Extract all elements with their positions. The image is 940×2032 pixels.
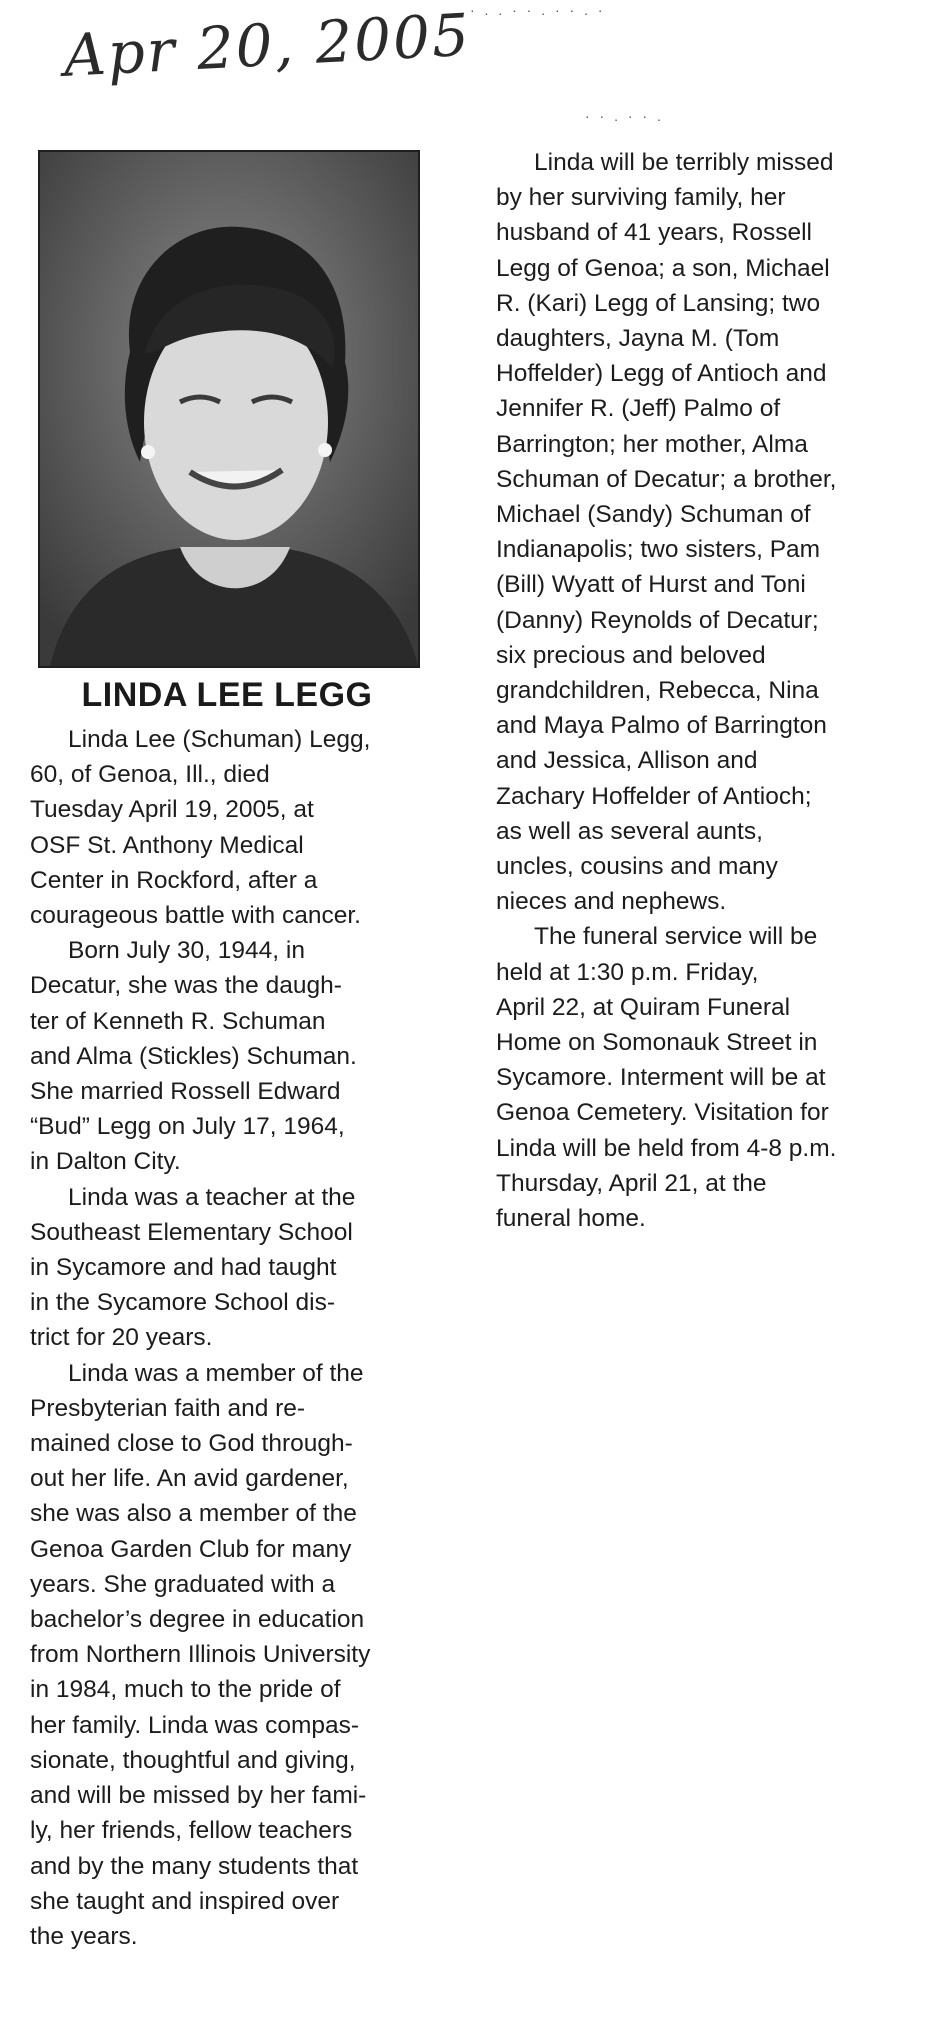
portrait-photo-icon [40, 152, 418, 666]
text-line: Southeast Elementary School [30, 1218, 353, 1246]
text-line: sionate, thoughtful and giving, [30, 1746, 356, 1774]
text-line: six precious and beloved [496, 641, 766, 669]
text-line: Zachary Hoffelder of Antioch; [496, 782, 812, 810]
paragraph-survivors [496, 145, 896, 919]
portrait-photo [38, 150, 420, 668]
text-line: (Bill) Wyatt of Hurst and Toni [496, 571, 806, 599]
text-line: The funeral service will be [534, 923, 818, 951]
paragraph-death-notice [30, 722, 430, 933]
text-line: daughters, Jayna M. (Tom [496, 325, 780, 353]
obituary-left-column [30, 722, 430, 1954]
text-line: ter of Kenneth R. Schuman [30, 1007, 326, 1035]
text-line: by her surviving family, her [496, 184, 786, 212]
text-line: her family. Linda was compas- [30, 1711, 360, 1739]
text-line: husband of 41 years, Rossell [496, 219, 812, 247]
text-line: Indianapolis; two sisters, Pam [496, 536, 821, 564]
print-speckle-mid: · · . · · . [585, 108, 664, 124]
text-line: Born July 30, 1944, in [68, 937, 305, 965]
text-line: and Maya Palmo of Barrington [496, 712, 827, 740]
text-line: nieces and nephews. [496, 888, 727, 916]
text-line: Sycamore. Interment will be at [496, 1064, 826, 1092]
text-line: in Dalton City. [30, 1148, 181, 1176]
text-line: Michael (Sandy) Schuman of [496, 501, 811, 529]
text-line: (Danny) Reynolds of Decatur; [496, 606, 819, 634]
text-line: She married Rossell Edward [30, 1078, 341, 1106]
text-line: as well as several aunts, [496, 817, 763, 845]
text-line: Linda was a teacher at the [68, 1183, 356, 1211]
text-line: grandchildren, Rebecca, Nina [496, 677, 819, 705]
text-line: OSF St. Anthony Medical [30, 831, 304, 859]
paragraph-funeral-service [496, 919, 896, 1236]
text-line: the years. [30, 1922, 138, 1950]
text-line: Home on Somonauk Street in [496, 1029, 818, 1057]
text-line: in 1984, much to the pride of [30, 1676, 341, 1704]
text-line: Decatur, she was the daugh- [30, 972, 342, 1000]
handwritten-date: Apr 20, 2005 [62, 0, 473, 90]
paragraph-birth-marriage [30, 933, 430, 1179]
obituary-headline: LINDA LEE LEGG [81, 676, 373, 714]
text-line: courageous battle with cancer. [30, 902, 361, 930]
text-line: Jennifer R. (Jeff) Palmo of [496, 395, 781, 423]
text-line: held at 1:30 p.m. Friday, [496, 958, 759, 986]
text-line: Linda will be terribly missed [534, 149, 834, 176]
text-line: in the Sycamore School dis- [30, 1289, 336, 1317]
text-line: and Jessica, Allison and [496, 747, 758, 775]
text-line: out her life. An avid gardener, [30, 1465, 349, 1493]
text-line: 60, of Genoa, Ill., died [30, 761, 270, 789]
obituary-right-column [496, 145, 896, 1236]
text-line: bachelor’s degree in education [30, 1606, 365, 1634]
paragraph-career [30, 1180, 430, 1356]
text-line: Presbyterian faith and re- [30, 1394, 306, 1422]
text-line: uncles, cousins and many [496, 853, 778, 881]
text-line: Center in Rockford, after a [30, 866, 318, 894]
text-line: mained close to God through- [30, 1430, 353, 1458]
text-line: from Northern Illinois University [30, 1641, 371, 1669]
text-line: Genoa Garden Club for many [30, 1535, 352, 1563]
text-line: Schuman of Decatur; a brother, [496, 465, 837, 493]
text-line: Linda was a member of the [68, 1359, 364, 1387]
text-line: Thursday, April 21, at the [496, 1169, 767, 1197]
text-line: Genoa Cemetery. Visitation for [496, 1099, 829, 1127]
text-line: Linda Lee (Schuman) Legg, [68, 726, 371, 753]
text-line: and will be missed by her fami- [30, 1782, 367, 1810]
text-line: trict for 20 years. [30, 1324, 213, 1352]
text-line: Barrington; her mother, Alma [496, 430, 808, 458]
text-line: “Bud” Legg on July 17, 1964, [30, 1113, 345, 1141]
text-line: funeral home. [496, 1205, 646, 1233]
text-line: ly, her friends, fellow teachers [30, 1817, 353, 1845]
text-line: Hoffelder) Legg of Antioch and [496, 360, 827, 388]
paragraph-personal-life [30, 1356, 430, 1954]
text-line: and Alma (Stickles) Schuman. [30, 1042, 357, 1070]
text-line: R. (Kari) Legg of Lansing; two [496, 289, 821, 317]
text-line: April 22, at Quiram Funeral [496, 993, 791, 1021]
print-speckle-top: · . . · · . · · . · [470, 2, 606, 18]
text-line: years. She graduated with a [30, 1570, 336, 1598]
text-line: she taught and inspired over [30, 1887, 340, 1915]
text-line: Linda will be held from 4-8 p.m. [496, 1134, 837, 1162]
text-line: in Sycamore and had taught [30, 1254, 337, 1282]
text-line: Tuesday April 19, 2005, at [30, 796, 314, 824]
text-line: and by the many students that [30, 1852, 359, 1880]
text-line: Legg of Genoa; a son, Michael [496, 254, 830, 282]
text-line: she was also a member of the [30, 1500, 357, 1528]
